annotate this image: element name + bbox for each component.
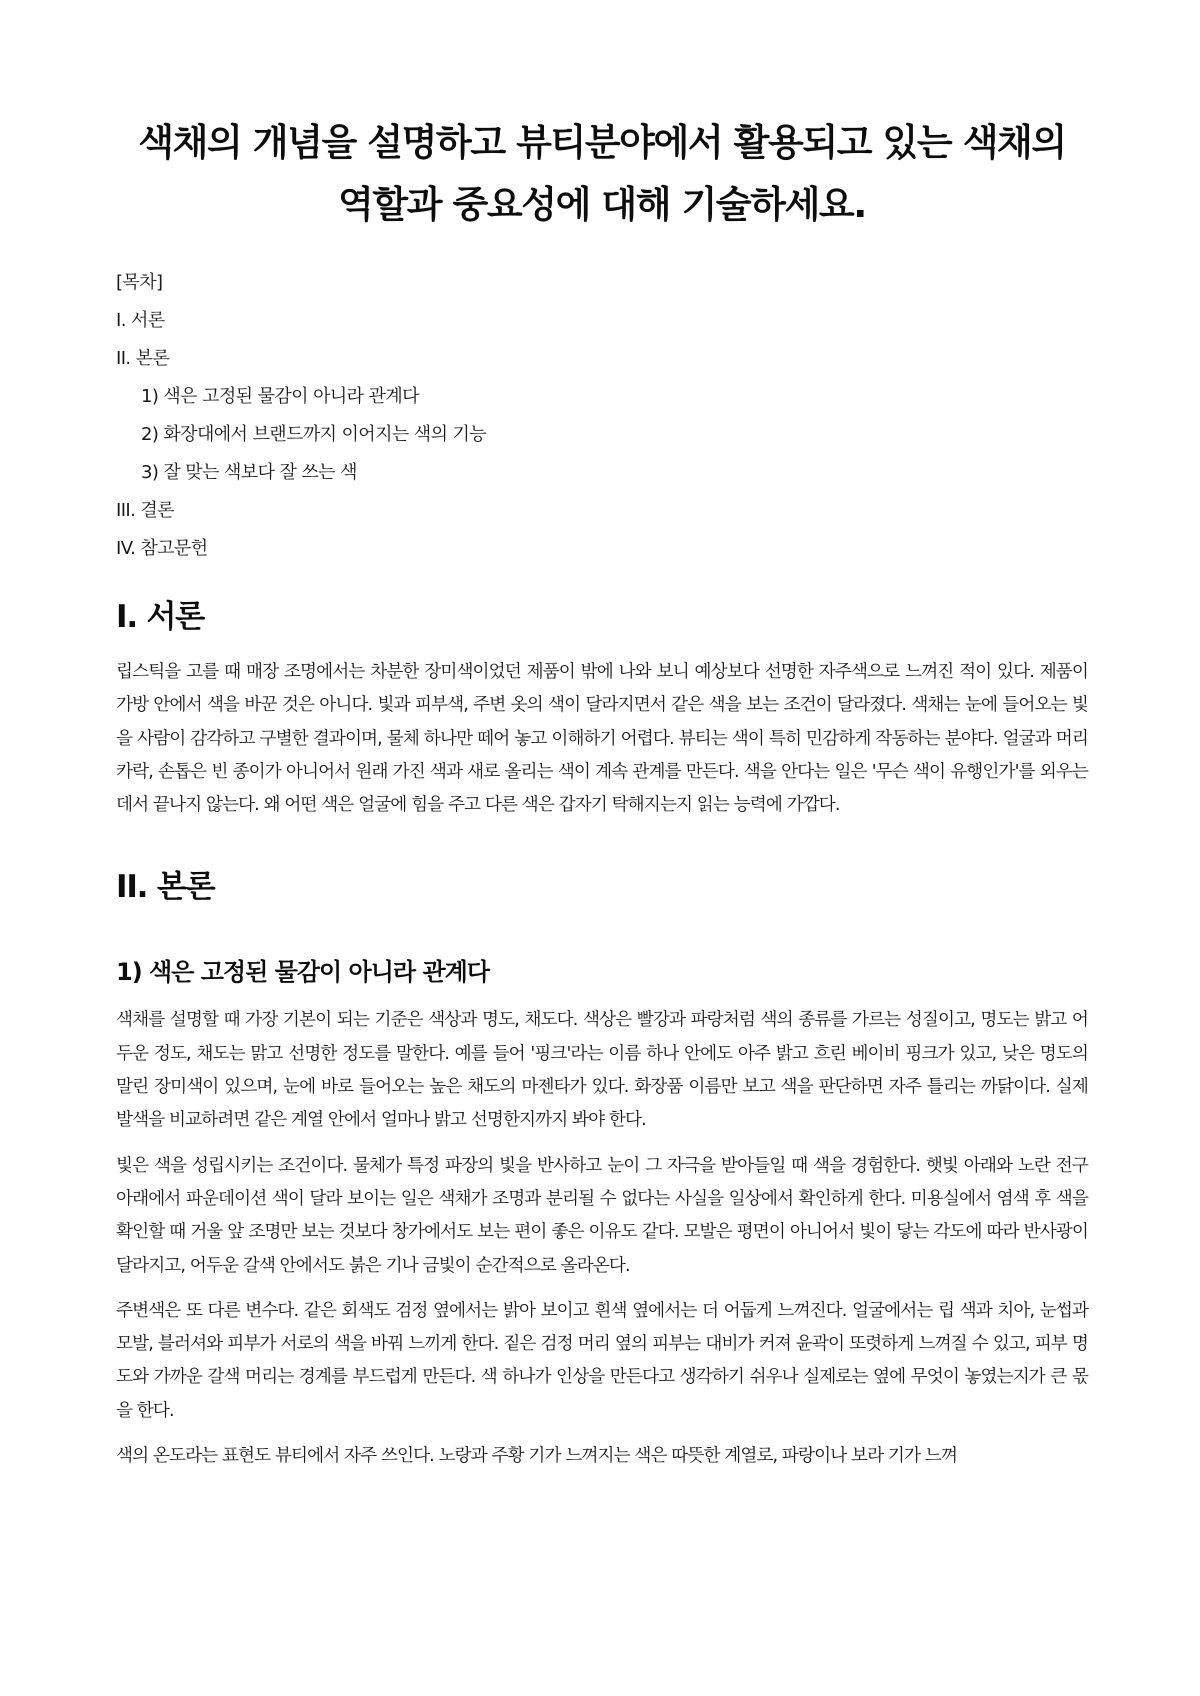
section-spacer [116,834,1088,862]
intro-paragraph: 립스틱을 고를 때 매장 조명에서는 차분한 장미색이었던 제품이 밖에 나와 보니 예상보다 선명한 자주색으로 느껴진 적이 있다. 제품이 가방 안에서 색을 바꾼 것은 아니다. 빛과 피부색, 주변 옷의 색이 달라지면서 같은 색을 보는 조건이 달라졌다. 색채는 눈에 들어오는 빛을 사람이 감각하고 구별한 결과이며, 물체 하나만 떼어 놓고 이해하기 어렵다. 뷰티는 색이 특히 민감하게 작동하는 분야다. 얼굴과 머리카락, 손톱은 빈 종이가 아니어서 원래 가진 색과 새로 올리는 색이 계속 관계를 만든다. 색을 안다는 일은 '무슨 색이 유행인가'를 외우는 데서 끝나지 않는다. 왜 어떤 색은 얼굴에 힘을 주고 다른 색은 갑자기 탁해지는지 읽는 능력에 가깝다. [116,662,1088,816]
toc-subitem: 2) 화장대에서 브랜드까지 이어지는 색의 기능 [141,424,487,445]
body-paragraph: 색채를 설명할 때 가장 기본이 되는 기준은 색상과 명도, 채도다. 색상은 빨강과 파랑처럼 색의 종류를 가르는 성질이고, 명도는 밝고 어두운 정도, 채도는 맑고 선명한 정도를 말한다. 예를 들어 '핑크'라는 이름 하나 안에도 아주 밝고 흐린 베이비 핑크가 있고, 낮은 명도의 말린 장미색이 있으며, 눈에 바로 들어오는 높은 채도의 마젠타가 있다. 화장품 이름만 보고 색을 판단하면 자주 틀리는 까닭이다. 실제 발색을 비교하려면 같은 계열 안에서 얼마나 밝고 선명한지까지 봐야 한다. [116,1010,1088,1131]
toc-subitem: 3) 잘 맞는 색보다 잘 쓰는 색 [141,462,357,483]
section-heading-body: II. 본론 [116,869,215,906]
toc-item: IV. 참고문헌 [116,538,208,559]
toc-item: III. 결론 [116,500,174,521]
section-heading-intro: I. 서론 [116,599,204,635]
toc-item: I. 서론 [116,310,165,331]
toc-subitem: 1) 색은 고정된 물감이 아니라 관계다 [141,386,419,407]
body-paragraph: 색의 온도라는 표현도 뷰티에서 자주 쓰인다. 노랑과 주황 기가 느껴지는 색은 따뜻한 계열로, 파랑이나 보라 기가 느껴 [116,1446,957,1467]
table-of-contents [116,270,1088,574]
subsection-spacer [116,926,1088,952]
toc-heading: [목차] [116,272,163,293]
document-title: 색채의 개념을 설명하고 뷰티분야에서 활용되고 있는 색채의 역할과 중요성에 대해 기술하세요. [138,121,1066,226]
body-paragraph: 주변색은 또 다른 변수다. 같은 회색도 검정 옆에서는 밝아 보이고 흰색 옆에서는 더 어둡게 느껴진다. 얼굴에서는 립 색과 치아, 눈썹과 모발, 블러셔와 피부가 서로의 색을 바꿔 느끼게 한다. 짙은 검정 머리 옆의 피부는 대비가 커져 윤곽이 또렷하게 느껴질 수 있고, 피부 명도와 가까운 갈색 머리는 경계를 부드럽게 만든다. 색 하나가 인상을 만든다고 생각하기 쉬우나 실제로는 옆에 무엇이 놓였는지가 큰 몫을 한다. [116,1300,1088,1421]
body-paragraph: 빛은 색을 성립시키는 조건이다. 물체가 특정 파장의 빛을 반사하고 눈이 그 자극을 받아들일 때 색을 경험한다. 햇빛 아래와 노란 전구 아래에서 파운데이션 색이 달라 보이는 일은 색채가 조명과 분리될 수 없다는 사실을 일상에서 확인하게 한다. 미용실에서 염색 후 색을 확인할 때 거울 앞 조명만 보는 것보다 창가에서도 보는 편이 좋은 이유도 같다. 모발은 평면이 아니어서 빛이 닿는 각도에 따라 반사광이 달라지고, 어두운 갈색 안에서도 붉은 기나 금빛이 순간적으로 올라온다. [116,1155,1088,1276]
subsection-heading: 1) 색은 고정된 물감이 아니라 관계다 [116,958,490,987]
toc-item: II. 본론 [116,348,170,369]
